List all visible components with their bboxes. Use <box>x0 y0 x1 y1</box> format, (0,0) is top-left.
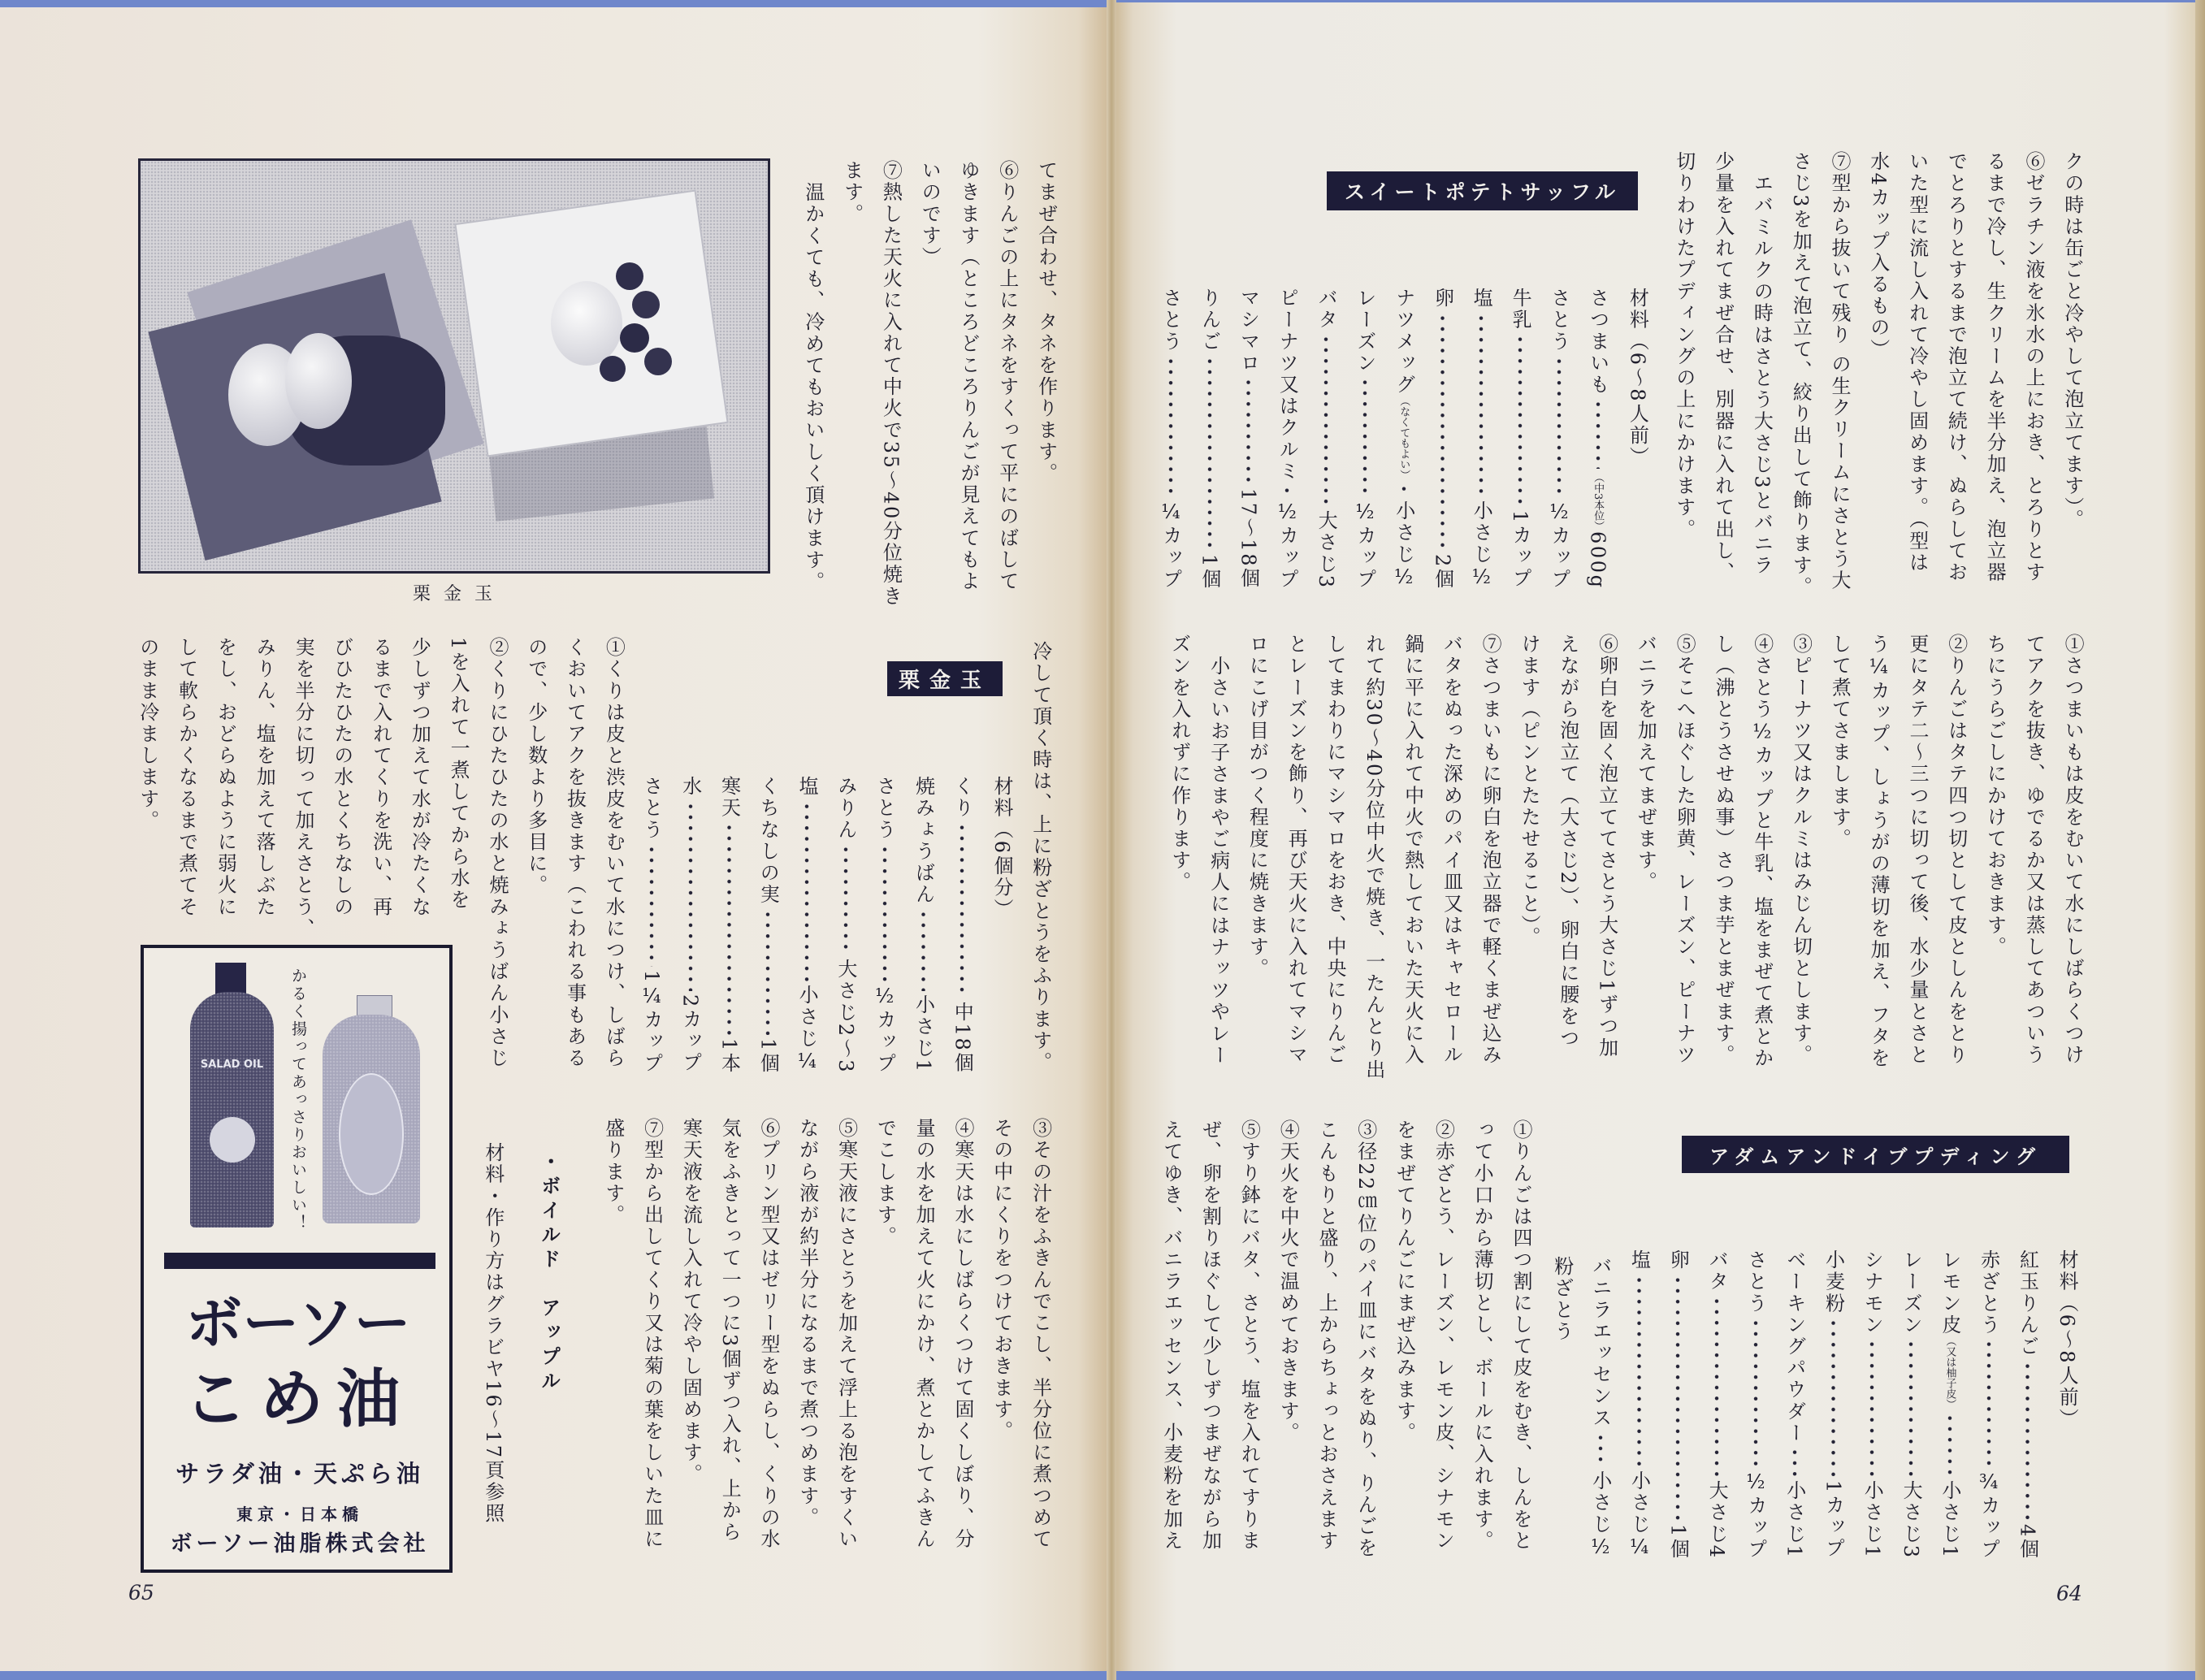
ingredient-item <box>1423 288 1462 590</box>
ingredient-amount: 小さじ½ <box>1392 500 1415 590</box>
ingredient-item <box>1814 1249 1853 1560</box>
ingredient-name: マシマロ <box>1237 288 1260 375</box>
ingredient-item <box>1969 1249 2008 1560</box>
text-column: ので、少し数より多目に。 <box>524 637 548 897</box>
text-column: てまぜ合わせ、タネを作ります。 <box>1034 160 1058 484</box>
ingredient-name: ピーナツ又はクルミ <box>1276 288 1299 483</box>
text-column: ③ピーナツ又はクルミはみじん切とします。 <box>1789 634 1813 1066</box>
ingredient-item <box>1229 288 1268 590</box>
ingredient-amount: 中18個 <box>951 1002 974 1074</box>
ingredient-name: シナモン <box>1861 1249 1884 1336</box>
text-column: ⑦型から抜いて残り の生クリームにさとう大 <box>1827 151 1851 592</box>
text-column: バタをぬった深めのパイ皿又はキャセロール <box>1440 634 1463 1066</box>
text-column: とレーズンを飾り、再び天火に入れてマシマ <box>1284 634 1308 1066</box>
ingredient-name: レモン皮 <box>1938 1249 1961 1336</box>
ingredient-amount: 小さじ1 <box>1938 1480 1961 1560</box>
ingredient-amount: 1カップ <box>1509 510 1532 590</box>
dotted-leader <box>1891 1339 1930 1477</box>
book-spine <box>1107 0 1116 1680</box>
ingredient-amount: 1個 <box>756 1037 780 1074</box>
text-column: えながら泡立て（大さじ2）、卵白に腰をつ <box>1556 634 1579 1050</box>
text-column: ⑦熱した天火に入れて中火で35〜40分位焼き <box>879 160 903 608</box>
ingredient-item <box>1462 288 1501 590</box>
previous-recipe-continuation <box>1664 151 2091 598</box>
text-column: 更にタテ二〜三つに切って後、水少量とさと <box>1905 634 1929 1066</box>
text-column: って小口から薄切とし、ボールに入れます。 <box>1471 1119 1494 1552</box>
ingredients-header: 材料（6〜8人前） <box>1626 288 1649 468</box>
ingredient-item: 粉ざとう <box>1550 1256 1574 1343</box>
text-column: くおいてアクを抜きます（こわれる事もある <box>563 637 587 1069</box>
text-column: 材料・作り方はグラビヤ16〜17頁参照 <box>481 1142 505 1525</box>
adam-eve-steps <box>1151 1119 1540 1559</box>
ingredient-name: 牛乳 <box>1509 288 1532 331</box>
ingredient-amount: 1個 <box>1666 1523 1690 1560</box>
ingredient-name: ナツメッグ <box>1392 288 1415 396</box>
ingredient-name: 紅玉りんご <box>2016 1249 2039 1357</box>
ingredient-item <box>671 776 710 1074</box>
kurikingyoku-steps-lower <box>593 1118 1059 1550</box>
text-column: 温かくても、冷めてもおいしく頂けます。 <box>801 181 825 592</box>
ingredient-item <box>787 776 826 1074</box>
text-column: ます。 <box>840 160 864 225</box>
ingredient-name: バニラエッセンス <box>1588 1256 1612 1429</box>
ingredient-item <box>1501 288 1540 590</box>
text-column: れて約30〜40分位中火で焼き、一たんとり出 <box>1362 634 1385 1081</box>
text-column: 1を入れて一煮してから水を <box>447 637 470 911</box>
ingredient-amount: 大さじ4 <box>1705 1480 1729 1560</box>
ingredient-name: バタ <box>1315 288 1338 331</box>
ingredient-name: 塩 <box>1470 288 1493 310</box>
text-column: ①りんごは四つ割にして皮をむき、しんをと <box>1509 1119 1532 1552</box>
text-column: ⑥ゼラチン液を氷水の上におき、とろりとす <box>2021 151 2045 583</box>
dotted-leader <box>2008 1361 2047 1521</box>
dotted-leader <box>1814 1318 1853 1478</box>
grape-icon <box>616 262 643 290</box>
ingredient-amount: 大さじ3 <box>1315 510 1338 590</box>
text-column: 量の水を加えて火にかけ、煮とかしてふきん <box>912 1118 936 1550</box>
text-column: のまま冷まします。 <box>136 637 159 832</box>
dotted-leader <box>1151 356 1190 497</box>
text-column: その中にくりをつけておきます。 <box>990 1118 1013 1442</box>
ingredient-amount: 17〜18個 <box>1237 488 1260 590</box>
text-column: ちにうらごしにかけておきます。 <box>1983 634 2007 958</box>
dotted-leader <box>671 801 710 992</box>
page-number-right: 64 <box>2056 1582 2082 1605</box>
ingredient-amount: ½カップ <box>1547 500 1570 590</box>
text-column: てアクを抜き、ゆでるか又は蒸してあついう <box>2022 634 2046 1066</box>
text-column: ⑥プリン型又はゼリー型をぬらし、くりの水 <box>756 1118 780 1550</box>
ingredient-name: 焼みょうばん <box>912 776 935 906</box>
ad-product-line: サラダ油・天ぷら油 <box>175 1460 424 1487</box>
ingredient-item <box>710 776 749 1074</box>
text-column: 小さいお子さまやご病人にはナッツやレー <box>1206 655 1230 1066</box>
ingredient-item <box>904 776 943 1074</box>
dotted-leader <box>1930 1413 1969 1477</box>
ingredient-note: （なくてもよい） <box>1397 396 1410 480</box>
ingredient-amount: 小さじ¼ <box>795 984 819 1074</box>
text-column: こんもりと盛り、上からちょっとおさえます <box>1315 1119 1338 1552</box>
dotted-leader <box>1581 1432 1620 1467</box>
dotted-leader <box>1229 377 1268 485</box>
dotted-leader <box>1775 1447 1814 1477</box>
recipe-title-adam-and-eve-pudding: アダムアンドイブプディング <box>1682 1136 2069 1173</box>
tempura-oil-bottle-icon <box>323 995 420 1223</box>
text-column: クの時は缶ごと冷やして泡立てます）。 <box>2060 151 2084 530</box>
ingredient-item <box>942 776 981 1074</box>
text-column: えてゆき、バニラエッセンス、小麦粉を加え <box>1159 1119 1183 1552</box>
ingredient-item <box>1151 288 1190 590</box>
ingredient-item <box>1697 1249 1736 1560</box>
text-column: ①さつまいもは皮をむいて水にしばらくつけ <box>2061 634 2085 1066</box>
text-column: う¼カップ、しょうがの薄切を加え、フタを <box>1867 634 1891 1069</box>
grape-icon <box>620 323 649 353</box>
ingredient-amount: 小さじ1 <box>912 994 935 1074</box>
dotted-leader <box>710 822 749 1034</box>
ingredient-amount: ½カップ <box>1353 500 1376 590</box>
chestnut-ball-icon <box>285 333 352 429</box>
grape-icon <box>644 348 672 375</box>
ingredient-note: （中3本位） <box>1592 472 1605 532</box>
text-column: ②りんごはタテ四つ切として皮としんをとり <box>1944 634 1968 1066</box>
text-column: ロにこげ目がつく程度に焼きます。 <box>1245 634 1269 980</box>
text-column: ⑦さつまいもに卵白を泡立器で軽くまぜ込み <box>1479 634 1502 1066</box>
ingredient-item <box>1345 288 1384 590</box>
text-column: ⑦型から出してくり又は菊の葉をしいた皿に <box>640 1118 664 1550</box>
text-column: エバミルクの時はさとう大さじ3とバニラ <box>1750 172 1774 577</box>
tagline-text: かるく揚ってあっさりおいしい！ <box>289 968 307 1232</box>
ingredients-header: 材料（6個分） <box>990 776 1013 920</box>
ingredient-amount: ½カップ <box>1744 1470 1767 1560</box>
boiled-apple-reference <box>473 1142 512 1524</box>
dotted-leader <box>787 801 826 981</box>
text-column: ゆきます（ところどころりんごが見えてもよ <box>956 160 980 592</box>
ingredient-amount: 600g <box>1586 531 1609 590</box>
recipe-title-sweet-potato-souffle: スイートポテトサッフル <box>1327 171 1638 210</box>
ingredient-name: くちなしの実 <box>756 776 780 906</box>
dotted-leader <box>1540 356 1579 497</box>
text-column: でとろりとするまで泡立て続け、ぬらしてお <box>1944 151 1968 583</box>
text-column: ⑥りんごの上にタネをすくって平にのばして <box>995 160 1019 592</box>
ingredient-item <box>1306 288 1345 590</box>
salad-oil-bottle-icon <box>190 963 274 1228</box>
dotted-leader <box>1306 334 1345 507</box>
text-column: 気をふきとって一つに3個ずつ入れ、上から <box>718 1118 742 1544</box>
text-column: けます（ピンとたたせること）。 <box>1517 634 1540 948</box>
ingredient-item <box>1658 1249 1697 1560</box>
ingredient-amount: 1カップ <box>1822 1480 1845 1560</box>
ingredient-item <box>1620 1249 1659 1560</box>
dotted-leader <box>1658 1275 1697 1521</box>
dotted-leader <box>1697 1296 1736 1477</box>
ad-company: ボーソー油脂株式会社 <box>170 1531 430 1557</box>
right-page-edge <box>2195 0 2205 1680</box>
text-column: ながら液が約半分になるまで煮つめます。 <box>795 1118 819 1529</box>
dotted-leader <box>1501 334 1540 507</box>
ingredient-amount: 2カップ <box>678 994 702 1074</box>
text-column: 冷して頂く時は、上に粉ざとうをふります。 <box>1029 641 1052 1073</box>
text-column: さじ3を加えて泡立て、絞り出して飾ります。 <box>1789 151 1813 598</box>
kurikingyoku-ingredient-list <box>632 776 1020 1074</box>
ingredient-name: りんご <box>1198 288 1221 353</box>
ingredient-name: さとう <box>1547 288 1570 353</box>
ingredient-amount: 大さじ2〜3 <box>834 958 857 1074</box>
text-column: ⑤すり鉢にバタ、さとう、塩を入れてすりま <box>1237 1119 1261 1552</box>
ingredient-name: レーズン <box>1900 1249 1923 1336</box>
text-column: ④寒天は水にしばらくつけて固くしぼり、分 <box>951 1118 974 1550</box>
text-column: ④さとう½カップと牛乳、塩をまぜて煮とか <box>1750 634 1774 1069</box>
text-column: ②赤ざとう、レーズン、レモン皮、シナモン <box>1432 1119 1455 1552</box>
text-column: して煮てさまします。 <box>1828 634 1852 850</box>
ingredient-item <box>1190 288 1229 590</box>
ingredient-amount: 小さじ½ <box>1470 500 1493 590</box>
section-heading: ・ボイルド アップル <box>537 1151 561 1395</box>
sweet-potato-steps <box>1159 634 2091 1080</box>
ad-product: こめ油 <box>183 1363 413 1436</box>
text-column: をまぜてりんごにまぜ込みます。 <box>1393 1119 1416 1444</box>
ingredient-item <box>1540 288 1579 590</box>
ingredient-amount: 1個 <box>1198 553 1221 590</box>
ingredients-header: 材料（6〜8人前） <box>2056 1249 2079 1430</box>
ingredient-name: レーズン <box>1353 288 1376 375</box>
bottle-body <box>190 992 274 1228</box>
ingredient-name: 水 <box>678 776 702 798</box>
text-column: ①くりは皮と渋皮をむいて水につけ、しばら <box>602 637 626 1069</box>
text-column: でこします。 <box>873 1118 897 1248</box>
ad-divider-bar <box>164 1253 435 1269</box>
ingredient-name: 卵 <box>1431 288 1454 310</box>
ingredient-amount: ½カップ <box>1276 500 1299 590</box>
serving-note <box>1020 641 1059 1073</box>
ingredient-amount: ½カップ <box>873 984 896 1074</box>
grape-icon <box>632 291 660 318</box>
ingredient-name: 塩 <box>1627 1249 1651 1271</box>
grape-icon <box>600 356 626 382</box>
text-column: 少しずつ加えて水が冷たくな <box>408 637 431 918</box>
adam-eve-continuation <box>793 160 1065 607</box>
ingredient-name: ベーキングパウダー <box>1783 1249 1806 1444</box>
photo-caption: 栗金玉 <box>412 584 505 604</box>
ingredient-item <box>1891 1249 1930 1560</box>
bottle-label-text: SALAD OIL <box>200 1059 264 1071</box>
chestnut-ball-icon <box>551 281 622 366</box>
dotted-leader <box>904 909 943 992</box>
dotted-leader <box>865 844 904 981</box>
text-column: 鍋に平に入れて中火で熱しておいた天火に入 <box>1401 634 1424 1066</box>
ingredient-name: さとう <box>639 776 663 841</box>
dotted-leader <box>1620 1275 1659 1467</box>
ingredient-name: 寒天 <box>717 776 741 820</box>
text-column: 切りわけたプディングの上にかけます。 <box>1672 151 1696 540</box>
ingredient-item <box>1579 288 1618 590</box>
recipe-title-kurikingyoku: 栗金玉 <box>887 661 1003 696</box>
text-column: ⑤寒天液にさとうを加えて浮上る泡をすくい <box>834 1118 858 1550</box>
dotted-leader <box>826 844 865 955</box>
ingredient-item <box>2008 1249 2047 1560</box>
ingredient-amount: 小さじ½ <box>1588 1470 1612 1560</box>
text-column: ⑤そこへほぐした卵黄、レーズン、ピーナツ <box>1673 634 1696 1066</box>
ingredient-item <box>1930 1249 1969 1560</box>
dotted-leader <box>632 844 671 967</box>
dotted-leader <box>1345 377 1384 496</box>
dotted-leader <box>1736 1318 1775 1467</box>
dotted-leader <box>942 822 981 998</box>
text-column: ②くりにひたひたの水と焼みょうばん小さじ <box>485 637 509 1069</box>
ingredient-item <box>748 776 787 1074</box>
bottle-label-oval <box>339 1073 404 1195</box>
text-column: びひたひたの水とくちなしの <box>330 637 353 918</box>
ingredient-name: バタ <box>1705 1249 1729 1293</box>
ingredient-amount: 4個 <box>2016 1523 2039 1560</box>
text-column: 寒天液を流し入れて冷やし固めます。 <box>679 1118 703 1486</box>
dotted-leader <box>1462 313 1501 497</box>
text-column: ぜ、卵を割りほぐして少しずつまぜながら加 <box>1198 1119 1222 1552</box>
ingredient-name: さとう <box>1744 1249 1767 1314</box>
ingredient-name: 卵 <box>1666 1249 1690 1271</box>
dotted-leader <box>1267 485 1306 496</box>
bottle-label-circle <box>210 1117 255 1163</box>
text-column: 水4カップ入るもの） <box>1866 151 1890 361</box>
ingredient-amount: 大さじ3 <box>1900 1480 1923 1560</box>
ingredient-item <box>1384 288 1423 590</box>
text-column: バニラを加えてまぜます。 <box>1634 634 1657 894</box>
dotted-leader <box>1423 313 1462 551</box>
text-column: るまで入れてくりを洗い、再 <box>369 637 392 918</box>
text-column: をし、おどらぬように弱火に <box>214 637 237 918</box>
adam-eve-ingredient-list <box>1542 1249 2086 1560</box>
text-column: 少量を入れてまぜ合せ、別器に入れて出し、 <box>1711 151 1735 583</box>
ingredient-item <box>1736 1249 1775 1560</box>
ingredient-item <box>1852 1249 1891 1560</box>
dotted-leader <box>1969 1339 2008 1466</box>
text-column: ズンを入れずに作ります。 <box>1167 634 1191 894</box>
advertisement-box <box>141 945 453 1573</box>
ingredient-name: さとう <box>873 776 896 841</box>
sweet-potato-ingredient-list <box>1151 288 1656 590</box>
ingredient-name: 小麦粉 <box>1822 1249 1845 1314</box>
text-column: いのです） <box>918 160 942 268</box>
text-column: ⑥卵白を固く泡立ててさとう大さじ1ずつ加 <box>1595 634 1618 1059</box>
text-column: ④天火を中火で温めておきます。 <box>1276 1119 1300 1444</box>
ingredient-note: （又は柚子皮） <box>1943 1336 1956 1410</box>
ad-brand: ボーソー <box>185 1290 411 1357</box>
ingredient-item <box>826 776 865 1074</box>
ingredient-item <box>1775 1249 1814 1560</box>
ingredient-item <box>632 776 671 1074</box>
ingredient-amount: 小さじ¼ <box>1627 1470 1651 1560</box>
text-column: して軟らかくなるまで煮てそ <box>175 637 198 918</box>
ingredient-amount: 2個 <box>1431 553 1454 590</box>
dotted-leader <box>1384 483 1423 497</box>
ingredient-amount: 小さじ1 <box>1861 1480 1884 1560</box>
text-column: るまで冷し、生クリームを半分加え、泡立器 <box>1983 151 2007 583</box>
dotted-leader <box>748 909 787 1035</box>
ingredient-amount: 小さじ1 <box>1783 1480 1806 1560</box>
page-number-left: 65 <box>128 1581 154 1604</box>
ingredient-item <box>865 776 904 1074</box>
dotted-leader <box>1190 356 1229 551</box>
ingredient-amount: 1本 <box>717 1037 741 1074</box>
text-column: いた型に流し入れて冷やし固めます。（型は <box>1905 151 1929 574</box>
dotted-leader <box>1852 1339 1891 1477</box>
ingredient-item <box>1581 1249 1620 1560</box>
ingredient-amount: ¾カップ <box>1977 1470 2000 1560</box>
ad-tagline <box>287 968 310 1232</box>
text-column: ③径22㎝位のパイ皿にバタをぬり、りんごを <box>1354 1119 1377 1560</box>
ingredient-amount: ¼カップ <box>1159 500 1182 590</box>
text-column: 盛ります。 <box>601 1118 625 1226</box>
ad-location: 東京・日本橋 <box>236 1505 363 1524</box>
ingredient-amount: 1¼カップ <box>639 969 663 1074</box>
boiled-apple-heading <box>529 1151 568 1395</box>
ingredient-name: 赤ざとう <box>1977 1249 2000 1336</box>
text-column: し（沸とうさせぬ事）さつま芋とまぜます。 <box>1711 634 1735 1066</box>
ingredient-name: 塩 <box>795 776 819 798</box>
ingredient-name: みりん <box>834 776 857 841</box>
ingredient-name: さとう <box>1159 288 1182 353</box>
text-column: みりん、塩を加えて落しぶた <box>253 637 276 918</box>
text-column: してまわりにマシマロをおき、中央にりんご <box>1323 634 1346 1066</box>
ingredient-item <box>1267 288 1306 590</box>
ingredient-name: くり <box>951 776 974 820</box>
text-column: 実を半分に切って加えさとう、 <box>291 637 314 940</box>
food-photo <box>138 158 770 574</box>
ingredient-name: さつまいも <box>1586 288 1609 396</box>
text-column: ③その汁をふきんでこし、半分位に煮つめて <box>1029 1118 1052 1550</box>
dotted-leader <box>1579 399 1618 469</box>
